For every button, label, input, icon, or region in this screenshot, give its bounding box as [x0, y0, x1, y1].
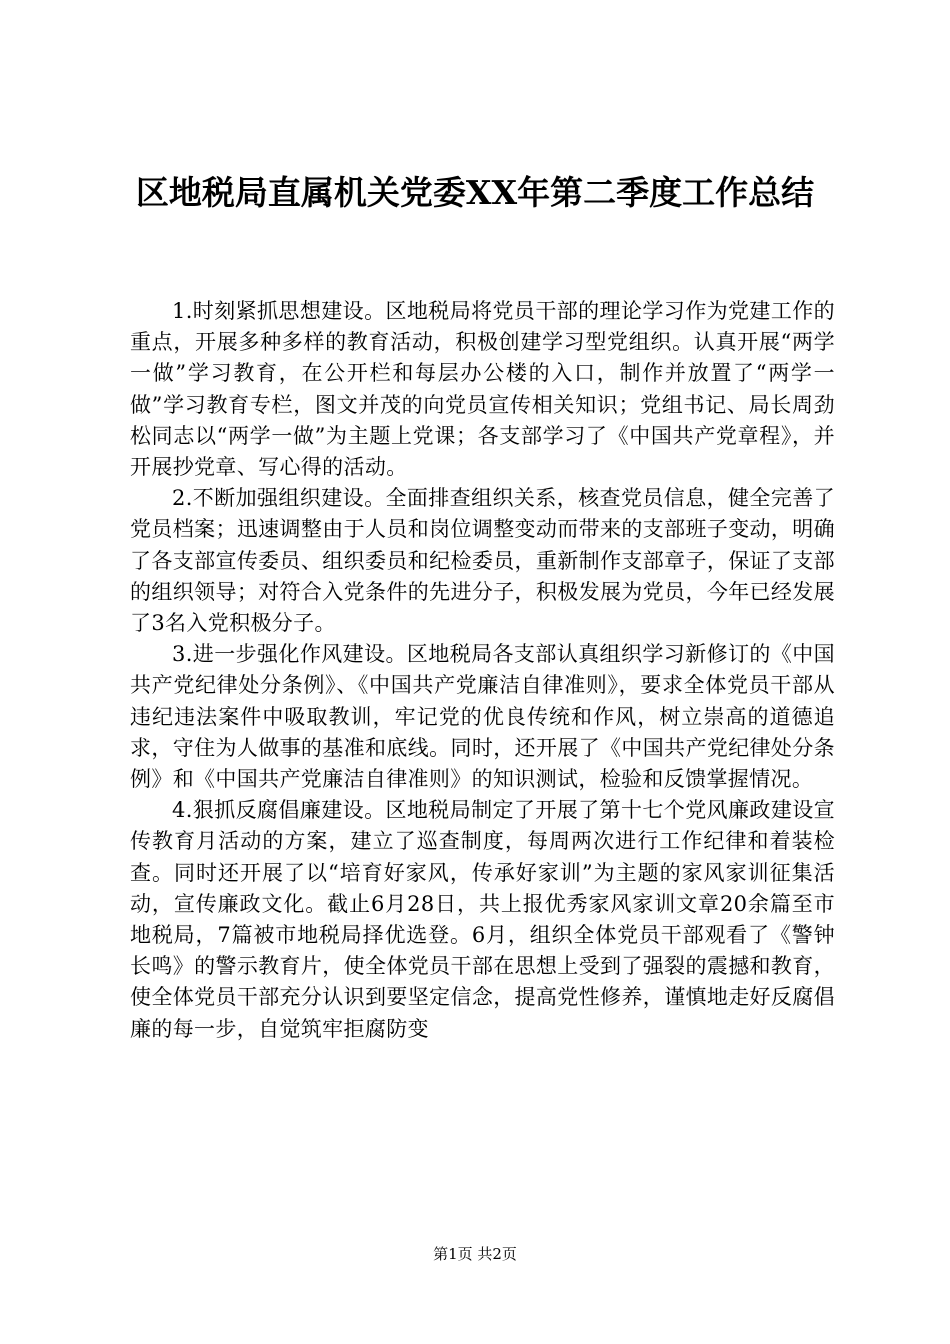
document-body — [130, 296, 835, 1045]
paragraph-thought-building: 1.时刻紧抓思想建设。区地税局将党员干部的理论学习作为党建工作的重点，开展多种多样的教育活动，积极创建学习型党组织。认真开展“两学一做”学习教育，在公开栏和每层办公楼的入口，制作并放置了“两学一做”学习教育专栏，图文并茂的向党员宣传相关知识；党组书记、局长周劲松同志以“两学一做”为主题上党课；各支部学习了《中国共产党章程》，并开展抄党章、写心得的活动。 — [130, 299, 835, 480]
paragraph-anti-corruption: 4.狠抓反腐倡廉建设。区地税局制定了开展了第十七个党风廉政建设宣传教育月活动的方案，建立了巡查制度，每周两次进行工作纪律和着装检查。同时还开展了以“培育好家风，传承好家训”为主题的家风家训征集活动，宣传廉政文化。截止6月28日，共上报优秀家风家训文章20余篇至市地税局，7篇被市地税局择优选登。6月，组织全体党员干部观看了《警钟长鸣》的警示教育片，使全体党员干部在思想上受到了强裂的震撼和教育，使全体党员干部充分认识到要坚定信念，提高党性修养，谨慎地走好反腐倡廉的每一步，自觉筑牢拒腐防变 — [130, 798, 835, 1041]
document-title: 区地税局直属机关党委XX年第二季度工作总结 — [135, 173, 815, 212]
paragraph-style-building: 3.进一步强化作风建设。区地税局各支部认真组织学习新修订的《中国共产党纪律处分条例》、《中国共产党廉洁自律准则》，要求全体党员干部从违纪违法案件中吸取教训，牢记党的优良传统和作风，树立崇高的道德追求，守住为人做事的基准和底线。同时，还开展了《中国共产党纪律处分条例》和《中国共产党廉洁自律准则》的知识测试，检验和反馈掌握情况。 — [130, 642, 835, 792]
page-footer: 第1页 共2页 — [433, 1245, 517, 1263]
paragraph-organization-building: 2.不断加强组织建设。全面排查组织关系，核查党员信息，健全完善了党员档案；迅速调整由于人员和岗位调整变动而带来的支部班子变动，明确了各支部宣传委员、组织委员和纪检委员，重新制作支部章子，保证了支部的组织领导；对符合入党条件的先进分子，积极发展为党员，今年已经发展了3名入党积极分子。 — [130, 486, 835, 636]
